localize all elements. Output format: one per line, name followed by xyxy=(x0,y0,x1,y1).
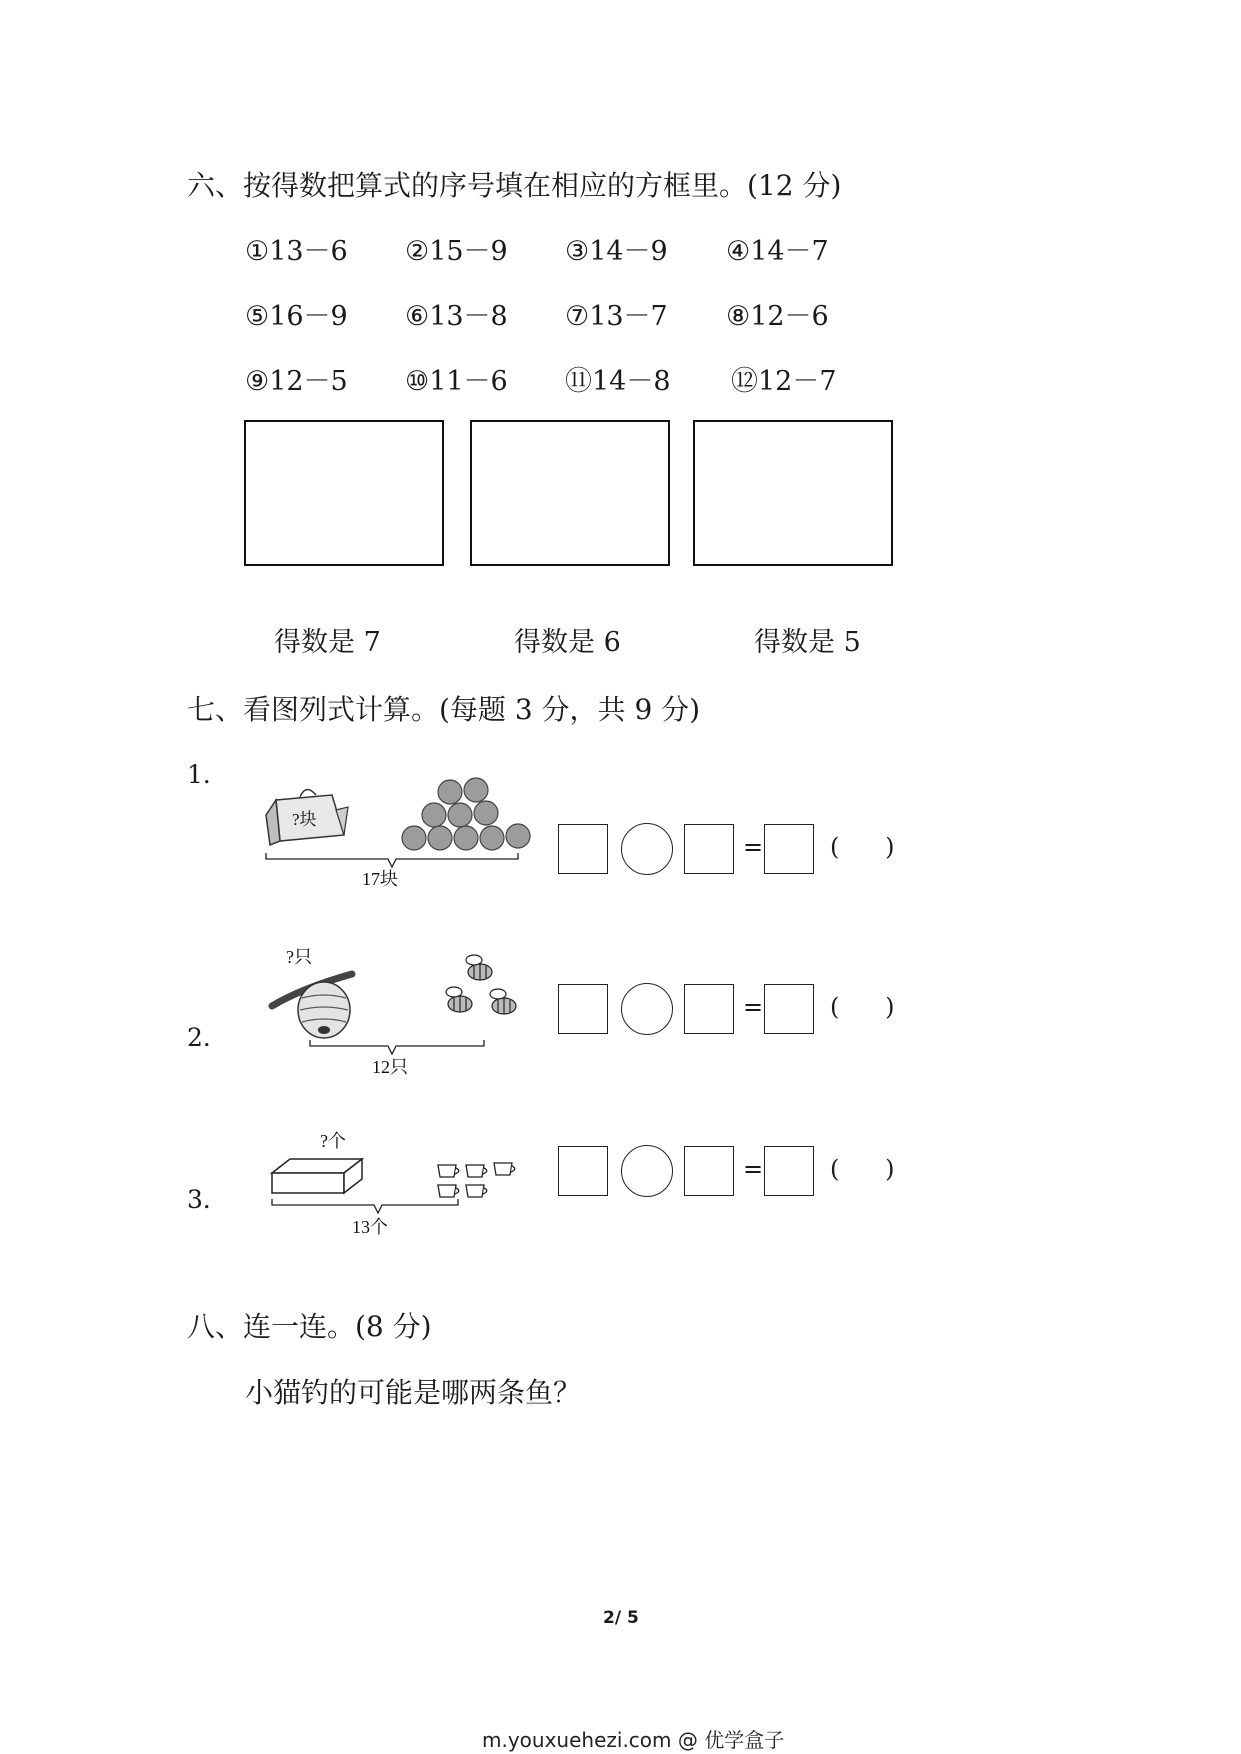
answer-box-7-label: 得数是 7 xyxy=(274,627,381,658)
total-label: 13个 xyxy=(352,1217,388,1237)
answer-box-6[interactable] xyxy=(470,420,670,566)
q2-number-box-1[interactable] xyxy=(558,984,608,1034)
box-icon xyxy=(272,1159,362,1193)
expression-6: ⑥13－8 xyxy=(405,301,508,332)
cups-icon xyxy=(438,1163,515,1197)
q3-operator-circle[interactable] xyxy=(621,1145,673,1197)
beehive-icon xyxy=(298,982,350,1038)
total-label: 17块 xyxy=(362,869,398,889)
q3-result-box[interactable] xyxy=(764,1146,814,1196)
expression-10: ⑩11－6 xyxy=(405,366,508,397)
expression-11: ⑪14－8 xyxy=(565,366,671,397)
cup-box-picture xyxy=(262,1125,532,1250)
cookie-bag-picture xyxy=(262,775,532,890)
bag-unknown-label: ?块 xyxy=(292,810,317,829)
page-number: 2/ 5 xyxy=(603,1608,639,1628)
section-6-title: 六、按得数把算式的序号填在相应的方框里。(12 分) xyxy=(187,169,842,202)
expression-7: ⑦13－7 xyxy=(565,301,668,332)
beehive-picture xyxy=(262,938,532,1078)
answer-box-5-label: 得数是 5 xyxy=(754,627,861,658)
question-2-number: 2． xyxy=(187,1023,228,1052)
q2-operator-circle[interactable] xyxy=(621,983,673,1035)
expression-9: ⑨12－5 xyxy=(245,366,348,397)
q1-equals-sign: = xyxy=(743,833,764,861)
cookies-icon xyxy=(402,778,530,850)
hive-unknown-label: ?只 xyxy=(286,947,312,967)
answer-box-7[interactable] xyxy=(244,420,444,566)
q1-result-box[interactable] xyxy=(764,824,814,874)
expression-12: ⑫12－7 xyxy=(731,366,837,397)
box-unknown-label: ?个 xyxy=(320,1131,346,1151)
expression-3: ③14－9 xyxy=(565,236,668,267)
section-8-title: 八、连一连。(8 分) xyxy=(187,1310,432,1343)
expression-8: ⑧12－6 xyxy=(726,301,829,332)
q1-operator-circle[interactable] xyxy=(621,823,673,875)
total-label: 12只 xyxy=(372,1057,408,1077)
question-1-number: 1． xyxy=(187,760,228,789)
answer-box-5[interactable] xyxy=(693,420,893,566)
answer-box-6-label: 得数是 6 xyxy=(514,627,621,658)
total-brace xyxy=(266,853,518,867)
expression-2: ②15－9 xyxy=(405,236,508,267)
expression-5: ⑤16－9 xyxy=(245,301,348,332)
bees-icon xyxy=(446,955,516,1014)
q1-number-box-1[interactable] xyxy=(558,824,608,874)
section-7-title: 七、看图列式计算。(每题 3 分，共 9 分) xyxy=(187,693,701,726)
q3-number-box-1[interactable] xyxy=(558,1146,608,1196)
question-3-number: 3． xyxy=(187,1185,228,1214)
q3-equals-sign: = xyxy=(743,1155,764,1183)
total-brace xyxy=(272,1199,458,1213)
q3-unit-blank[interactable]: ( ) xyxy=(830,1155,895,1183)
footer-site[interactable]: m.youxuehezi.com @ 优学盒子 xyxy=(482,1728,785,1752)
q1-unit-blank[interactable]: ( ) xyxy=(830,833,895,861)
expression-4: ④14－7 xyxy=(726,236,829,267)
q2-result-box[interactable] xyxy=(764,984,814,1034)
total-brace xyxy=(310,1040,484,1054)
expression-1: ①13－6 xyxy=(245,236,348,267)
section-8-prompt: 小猫钓的可能是哪两条鱼？ xyxy=(245,1376,582,1409)
q2-number-box-2[interactable] xyxy=(684,984,734,1034)
q2-unit-blank[interactable]: ( ) xyxy=(830,993,895,1021)
q2-equals-sign: = xyxy=(743,993,764,1021)
q3-number-box-2[interactable] xyxy=(684,1146,734,1196)
q1-number-box-2[interactable] xyxy=(684,824,734,874)
